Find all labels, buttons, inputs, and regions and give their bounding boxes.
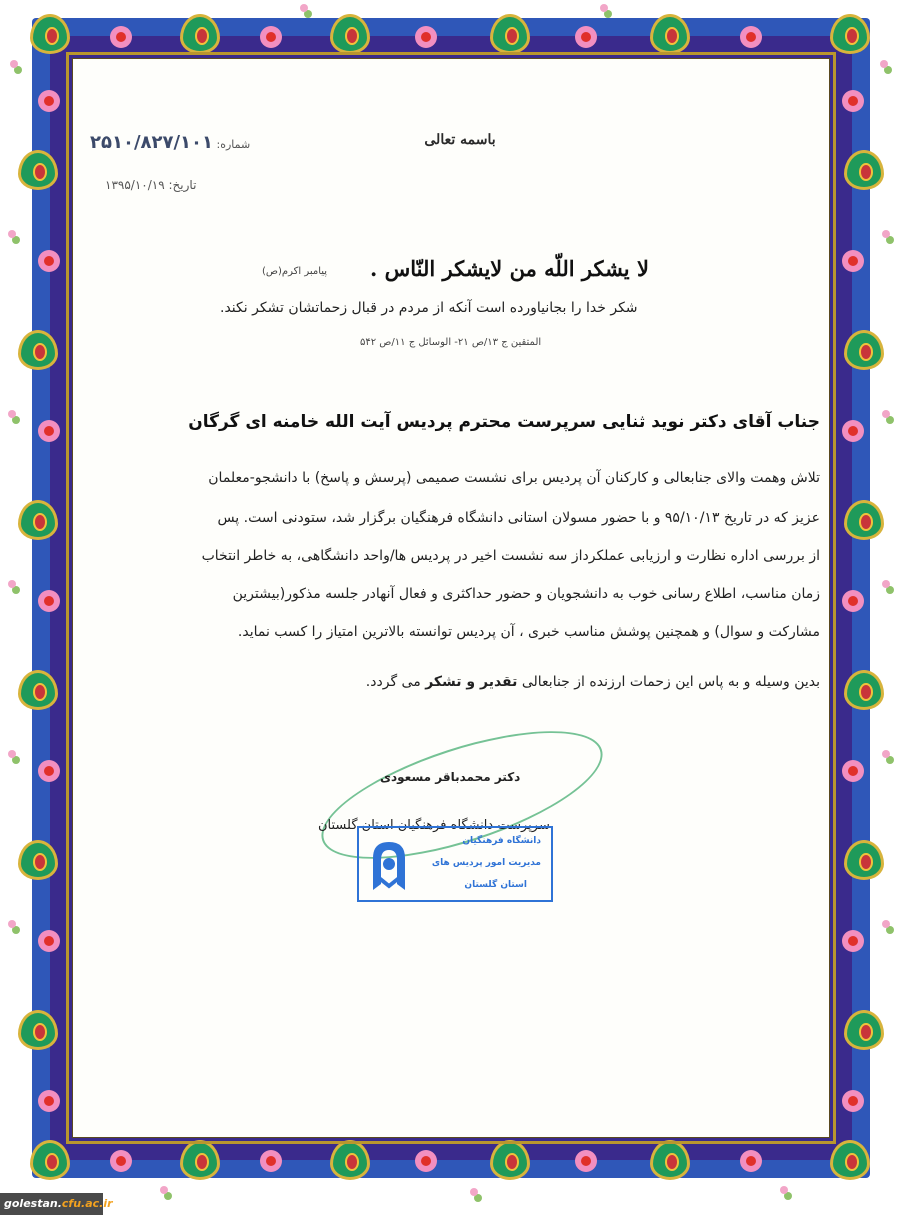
body-line: مشارکت و سوال) و همچنین پوشش مناسب خبری ، آن پردیس توانسته بالاترین امتیاز را کسب نماید.	[237, 624, 820, 640]
letter-number	[90, 132, 250, 153]
medallion-ornament	[844, 500, 884, 540]
vine-ornament	[880, 60, 888, 68]
hadith-arabic: لا یشکر اللّه من لایشکر النّاس .	[370, 256, 649, 281]
flower-ornament	[38, 760, 60, 782]
flower-ornament	[740, 26, 762, 48]
body-line: تلاش وهمت والای جنابعالی و کارکنان آن پردیس برای نشست صمیمی (پرسش و پاسخ) با دانشجو-معلمان	[208, 470, 820, 486]
flower-ornament	[260, 26, 282, 48]
body-line: از بررسی اداره نظارت و ارزیابی عملکرداز سه نشست اخیر در پردیس ها/واحد دانشگاهی، به خاطر انتخاب	[201, 548, 820, 564]
vine-ornament	[882, 920, 890, 928]
watermark-prefix: golestan.	[4, 1197, 62, 1210]
flower-ornament	[38, 1090, 60, 1112]
medallion-ornament	[490, 14, 530, 54]
flower-ornament	[110, 1150, 132, 1172]
medallion-ornament	[650, 1140, 690, 1180]
flower-ornament	[842, 930, 864, 952]
flower-ornament	[842, 90, 864, 112]
vine-ornament	[160, 1186, 168, 1194]
letter-date	[105, 178, 196, 192]
flower-ornament	[575, 1150, 597, 1172]
hadith-source: المتقین ج ۱۳/ص ۲۱- الوسائل ج ۱۱/ص ۵۴۲	[360, 337, 542, 348]
medallion-ornament	[18, 840, 58, 880]
vine-ornament	[8, 580, 16, 588]
vine-ornament	[882, 750, 890, 758]
medallion-ornament	[330, 1140, 370, 1180]
basmala-heading: باسمه تعالی	[424, 132, 496, 148]
flower-ornament	[842, 1090, 864, 1112]
addressee-heading: جناب آقای دکتر نوید ثنایی سرپرست محترم پردیس آیت الله خامنه ای گرگان	[188, 412, 820, 432]
medallion-ornament	[490, 1140, 530, 1180]
closing-sentence	[366, 674, 820, 690]
flower-ornament	[842, 760, 864, 782]
number-value: ۲۵۱۰/۸۲۷/۱۰۱	[90, 132, 214, 153]
closing-end: می گردد.	[365, 674, 426, 690]
hadith-translation: شکر خدا را بجانیاورده است آنکه از مردم در قبال زحماتشان تشکر نکند.	[220, 300, 638, 316]
flower-ornament	[38, 250, 60, 272]
flower-ornament	[842, 590, 864, 612]
university-logo-icon	[365, 834, 413, 896]
medallion-ornament	[844, 1010, 884, 1050]
medallion-ornament	[18, 330, 58, 370]
vine-ornament	[8, 230, 16, 238]
medallion-ornament	[844, 670, 884, 710]
medallion-ornament	[830, 14, 870, 54]
medallion-ornament	[180, 1140, 220, 1180]
signatory-name: دکتر محمدباقر مسعودی	[380, 770, 521, 784]
body-line: عزیز که در تاریخ ۹۵/۱۰/۱۳ و با حضور مسولان استانی دانشگاه فرهنگیان برگزار شد، ستودنی است. پس	[217, 510, 820, 526]
flower-ornament	[38, 930, 60, 952]
medallion-ornament	[180, 14, 220, 54]
medallion-ornament	[18, 670, 58, 710]
watermark-domain: cfu.ac.ir	[61, 1197, 113, 1210]
flower-ornament	[575, 26, 597, 48]
date-value: ۱۳۹۵/۱۰/۱۹	[105, 178, 165, 192]
medallion-ornament	[18, 1010, 58, 1050]
medallion-ornament	[30, 14, 70, 54]
flower-ornament	[38, 420, 60, 442]
flower-ornament	[260, 1150, 282, 1172]
stamp-line-2: مدیریت امور پردیس های	[431, 858, 541, 868]
vine-ornament	[10, 60, 18, 68]
date-label: تاریخ:	[168, 178, 197, 192]
stamp-line-1: دانشگاه فرهنگیان	[462, 836, 541, 846]
vine-ornament	[882, 410, 890, 418]
hadith-attribution: پیامبر اکرم(ص)	[262, 266, 328, 277]
number-label: شماره:	[216, 138, 251, 151]
medallion-ornament	[18, 150, 58, 190]
vine-ornament	[8, 410, 16, 418]
closing-emphasis: تقدیر و تشکر	[425, 674, 518, 690]
flower-ornament	[740, 1150, 762, 1172]
medallion-ornament	[844, 330, 884, 370]
flower-ornament	[38, 590, 60, 612]
body-line: زمان مناسب، اطلاع رسانی خوب به دانشجویان و حضور حداکثری و فعال آنهادر جلسه مذکور(بیشترین	[232, 586, 820, 602]
medallion-ornament	[844, 150, 884, 190]
vine-ornament	[470, 1188, 478, 1196]
flower-ornament	[110, 26, 132, 48]
medallion-ornament	[330, 14, 370, 54]
stamp-line-3: استان گلستان	[464, 880, 527, 890]
medallion-ornament	[30, 1140, 70, 1180]
vine-ornament	[8, 920, 16, 928]
closing-start: بدین وسیله و به پاس این زحمات ارزنده از جنابعالی	[517, 674, 820, 690]
medallion-ornament	[18, 500, 58, 540]
site-watermark	[0, 1193, 113, 1215]
vine-ornament	[882, 580, 890, 588]
medallion-ornament	[830, 1140, 870, 1180]
medallion-ornament	[844, 840, 884, 880]
flower-ornament	[415, 1150, 437, 1172]
flower-ornament	[842, 420, 864, 442]
vine-ornament	[780, 1186, 788, 1194]
medallion-ornament	[650, 14, 690, 54]
vine-ornament	[300, 4, 308, 12]
official-stamp	[357, 826, 553, 902]
vine-ornament	[600, 4, 608, 12]
flower-ornament	[415, 26, 437, 48]
flower-ornament	[842, 250, 864, 272]
vine-ornament	[882, 230, 890, 238]
vine-ornament	[8, 750, 16, 758]
flower-ornament	[38, 90, 60, 112]
signatory-title: سرپرست دانشگاه فرهنگیان استان گلستان	[318, 818, 550, 833]
